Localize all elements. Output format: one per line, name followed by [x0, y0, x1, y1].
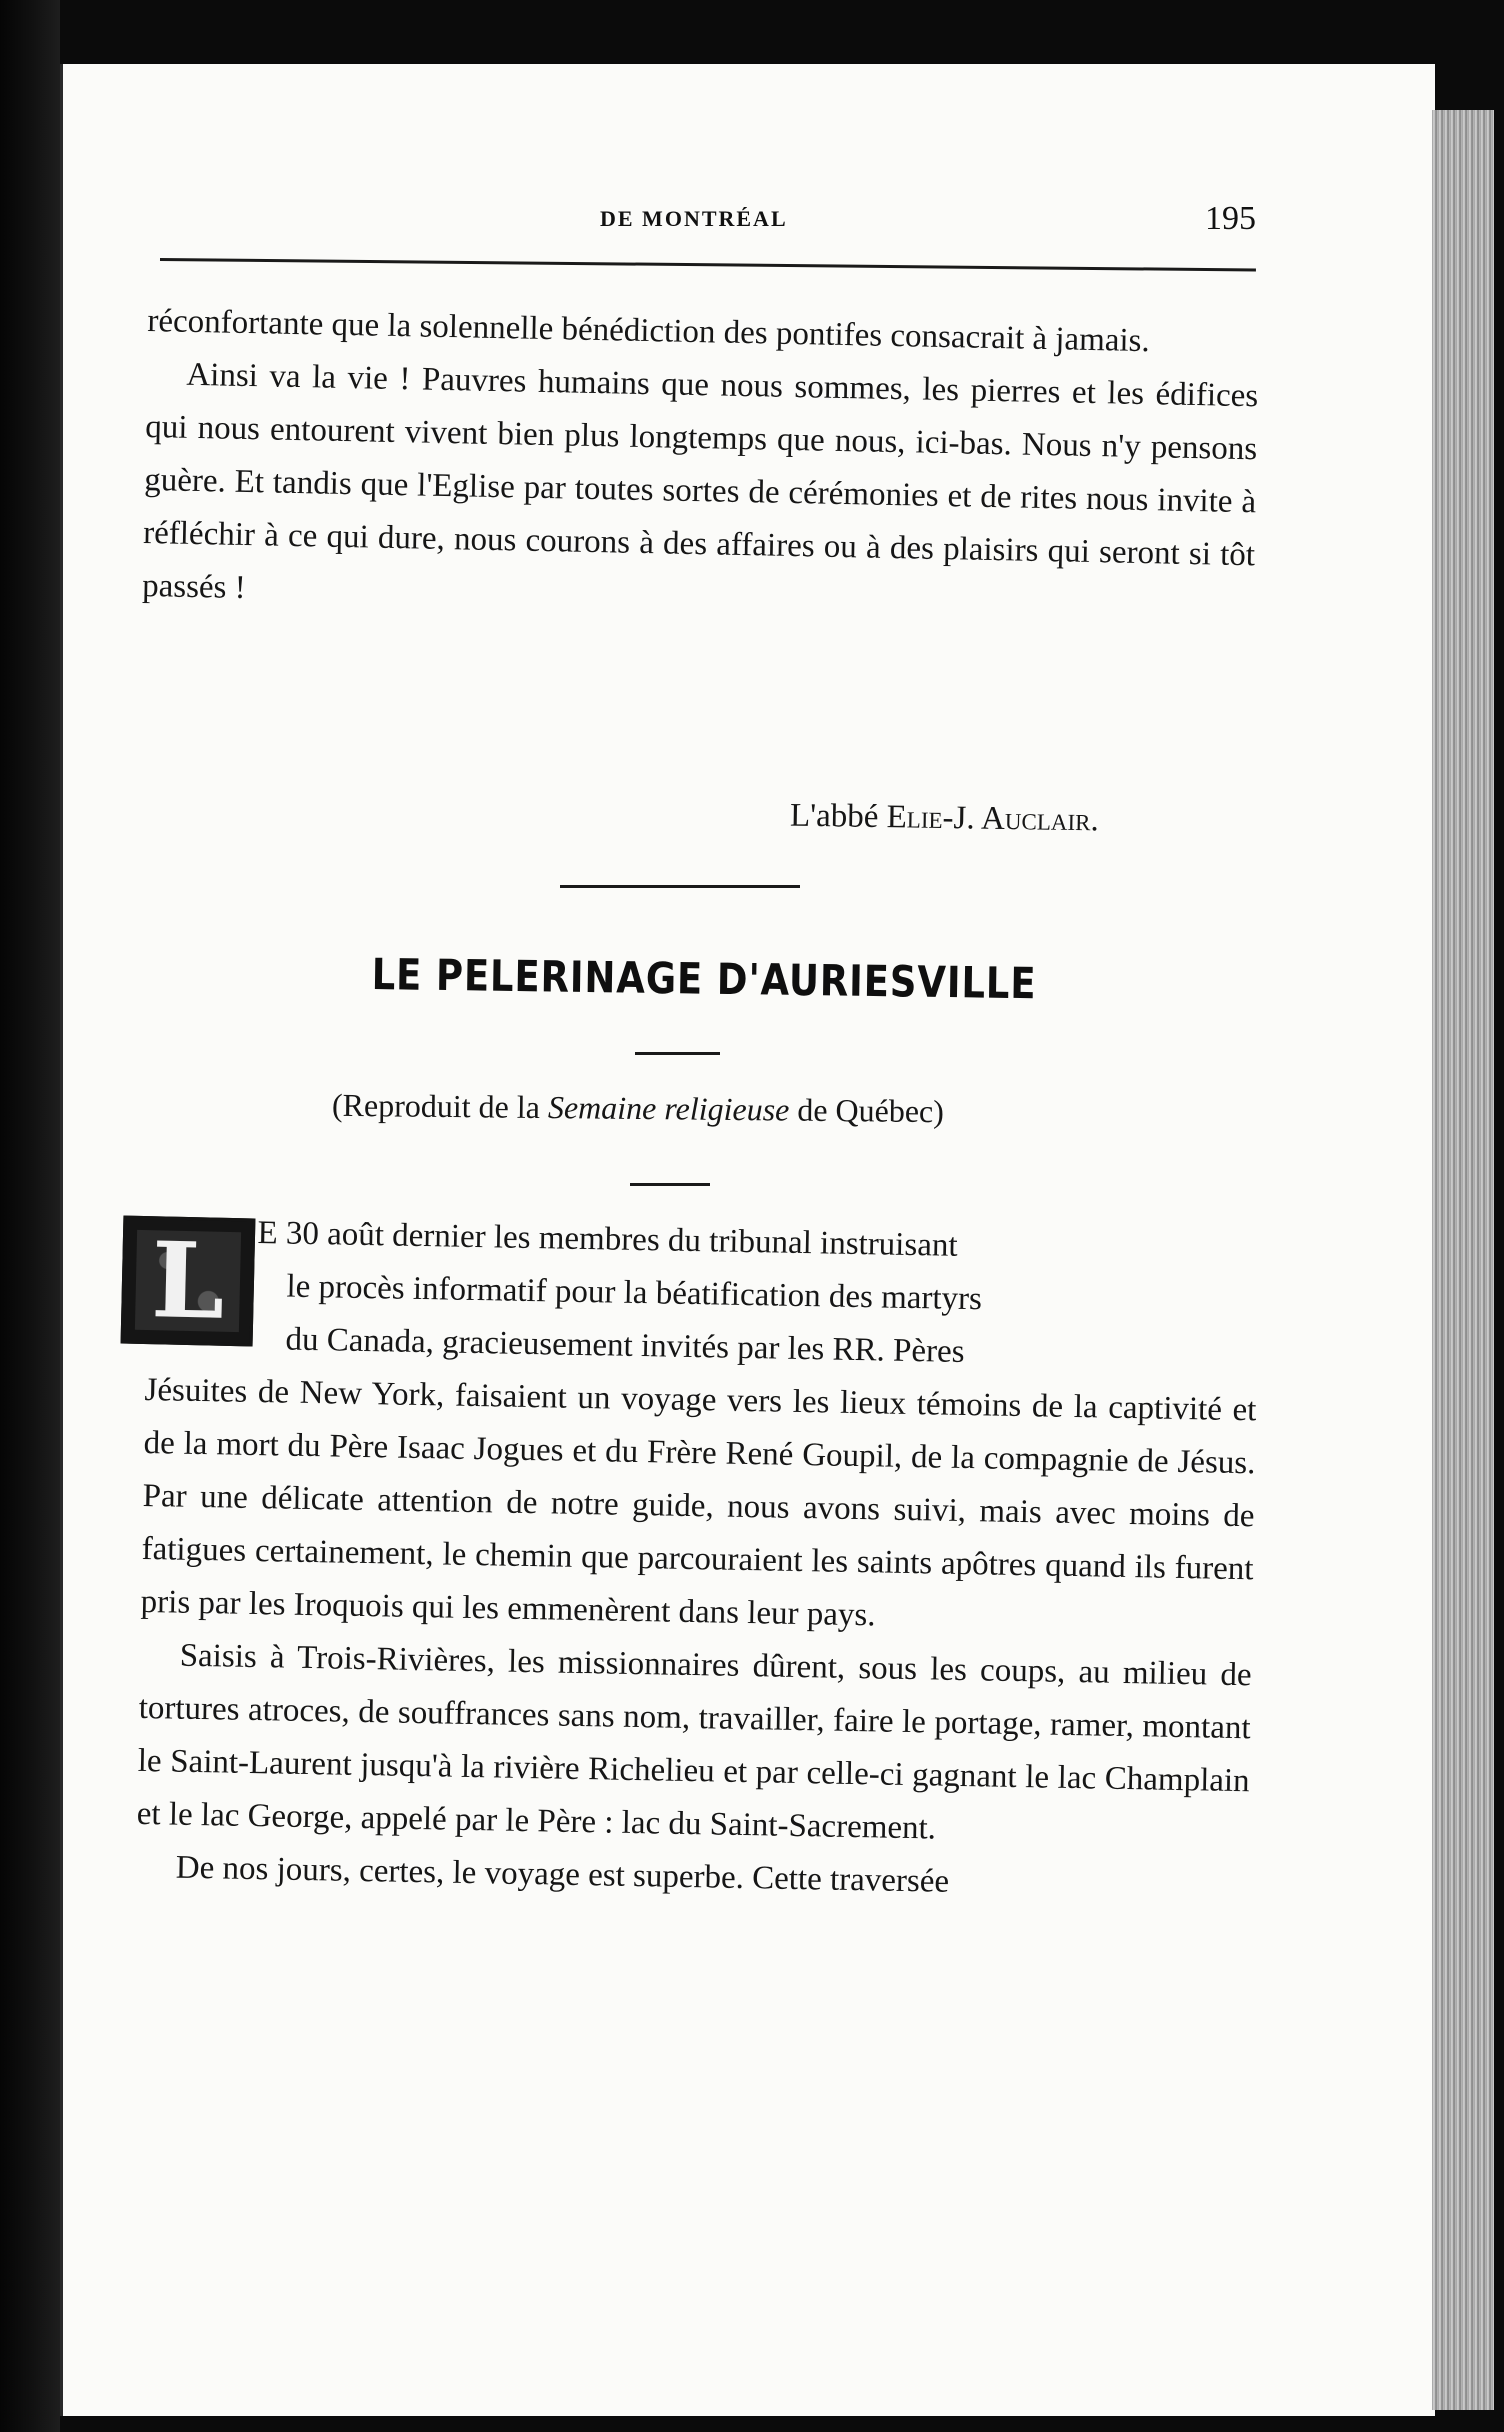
article-title: LE PELERINAGE D'AURIESVILLE	[371, 950, 1037, 1010]
article-subtitle	[332, 1087, 944, 1130]
running-title: DE MONTRÉAL	[600, 206, 788, 231]
article-body	[135, 1205, 1259, 1914]
page-fore-edge	[1432, 110, 1494, 2410]
continuation-text	[142, 295, 1260, 635]
signature-prefix: L'abbé	[789, 797, 887, 836]
subtitle-divider	[630, 1183, 710, 1186]
title-divider	[635, 1052, 720, 1055]
paragraph-jesuites: Jésuites de New York, faisaient un voyage vers les lieux témoins de la captivité et de la mort du Père Isaac Jogues et du Frère René Goupil, de la compagnie de Jésus. Par une délicate attention de notre guide, nous avons suivi, mais avec moins de fatigues certainement, le chemin que parcouraient les saints apôtres quand ils furent pris par les Iroquois qui les emmenèrent dans leur pays.	[140, 1371, 1257, 1634]
paragraph-saisis: Saisis à Trois-Rivières, les missionnaires dûrent, sous les coups, au milieu de tortures atroces, de souffrances sans nom, travailler, faire le portage, ramer, montant le Saint-Laurent jusqu'à la rivière Richelieu et par celle-ci gagnant le lac Champlain et le lac George, appelé par le Père : lac du Saint-Sacrement.	[136, 1637, 1252, 1847]
subtitle-publication: Semaine religieuse	[547, 1089, 790, 1128]
paragraph-ainsi-va-la-vie: Ainsi va la vie ! Pauvres humains que nous sommes, les pierres et les édifices qui nous entourent vivent bien plus longtemps que nous, ici-bas. Nous n'y pensons guère. Et tandis que l'Eglise par toutes sortes de cérémonies et de rites nous invite à réfléchir à ce qui dure, nous courons à des affaires ou à des plaisirs qui seront si tôt passés !	[141, 356, 1259, 607]
paragraph-de-nos-jours: De nos jours, certes, le voyage est superbe. Cette traversée	[175, 1849, 950, 1900]
dropcap-line-3: du Canada, gracieusement invités par les RR. Pères	[285, 1321, 965, 1370]
subtitle-before: (Reproduit de la	[331, 1086, 549, 1126]
drop-cap-letter: L	[150, 1218, 226, 1343]
dropcap-line-1: E 30 août dernier les membres du tribunal instruisant	[257, 1215, 958, 1264]
author-signature	[790, 798, 1099, 840]
signature-name: Elie-J. Auclair.	[886, 799, 1100, 839]
section-divider	[560, 885, 800, 888]
running-head	[160, 200, 1260, 260]
continuation-paragraph: réconfortante que la solennelle bénédiction des pontifes consacrait à jamais.	[147, 302, 1151, 360]
book-gutter-shadow	[0, 0, 60, 2432]
page-number: 195	[1205, 200, 1256, 237]
dropcap-line-2: le procès informatif pour la béatification des martyrs	[286, 1268, 983, 1318]
subtitle-after: de Québec)	[789, 1091, 945, 1130]
